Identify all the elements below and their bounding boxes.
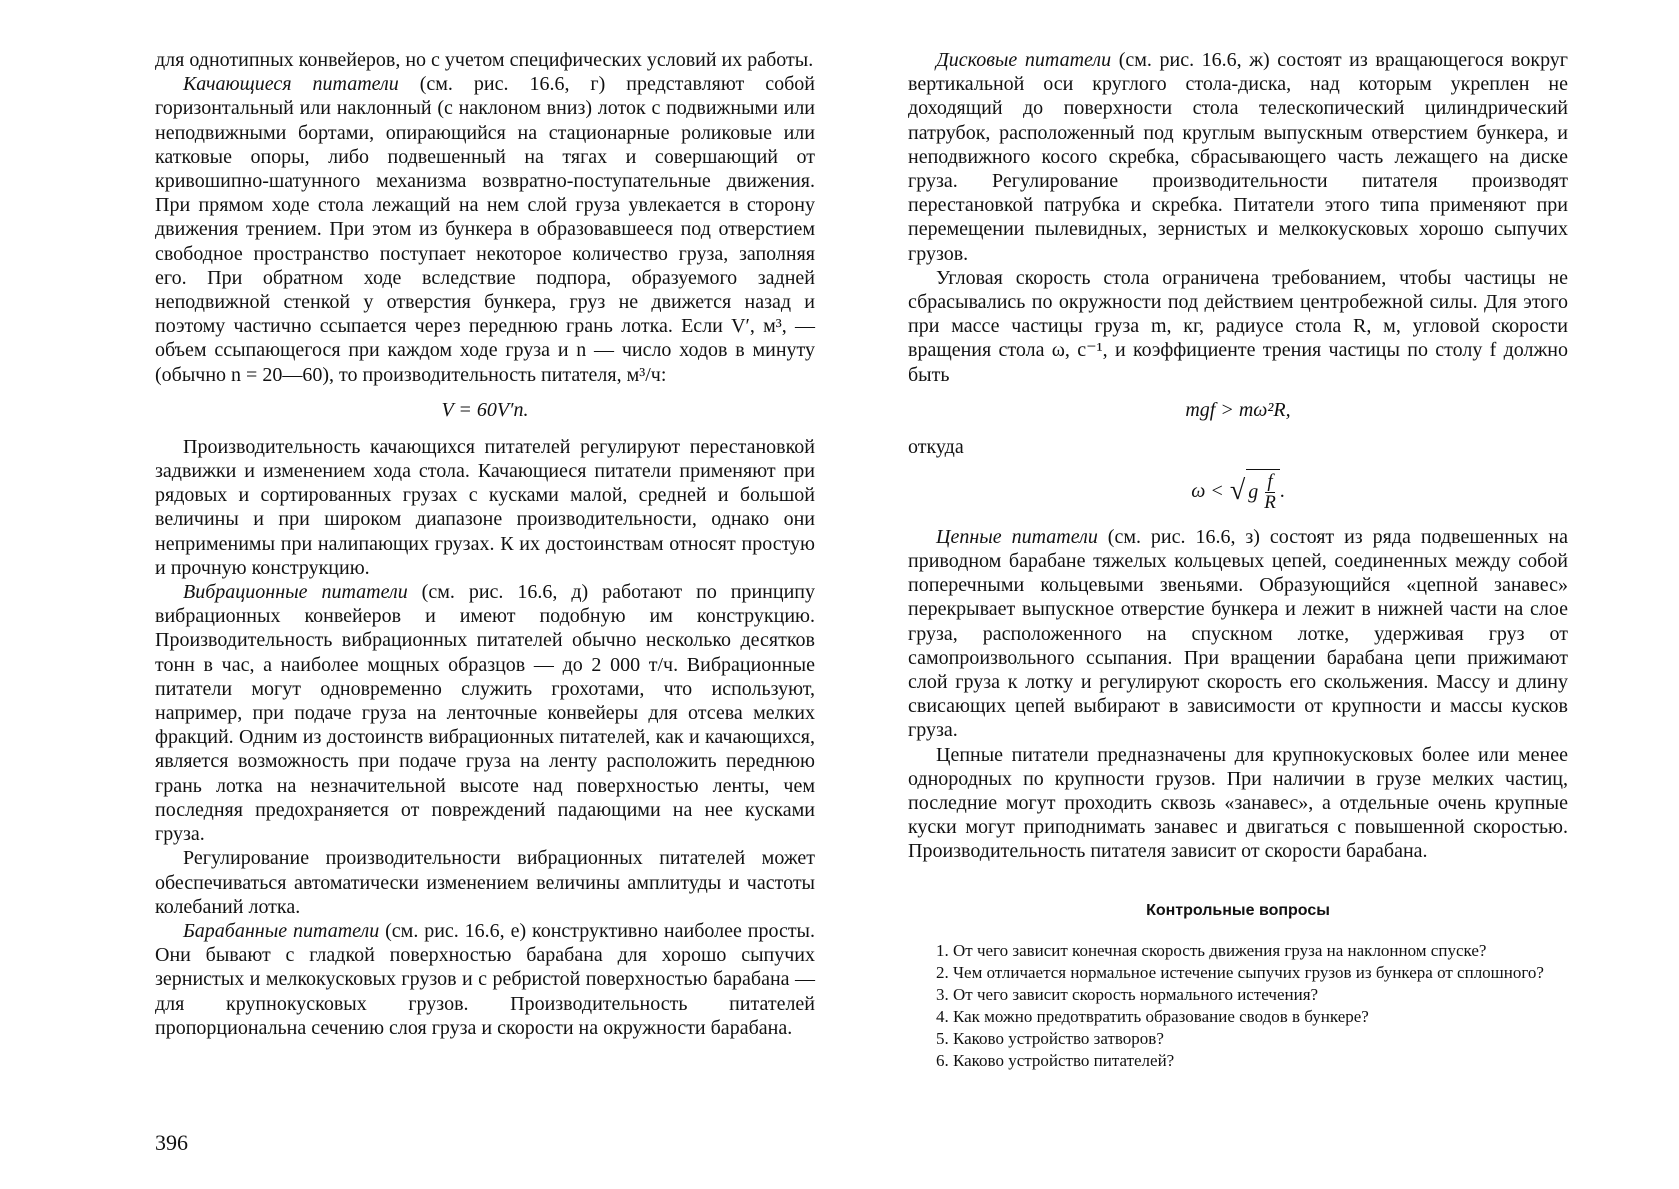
paragraph-drum-feeders bbox=[155, 919, 815, 1040]
fraction-denominator: R bbox=[1264, 491, 1276, 513]
paragraph-vibration-regulation bbox=[155, 846, 815, 919]
question-item: 1. От чего зависит конечная скорость движения груза на наклонном спуске? bbox=[936, 940, 1487, 960]
term-chain-feeders: Цепные питатели bbox=[936, 525, 1098, 548]
question-item: 6. Каково устройство питателей? bbox=[936, 1050, 1175, 1070]
question-item: 4. Как можно предотвратить образование сводов в бункере? bbox=[936, 1006, 1369, 1026]
question-item: 5. Каково устройство затворов? bbox=[936, 1028, 1164, 1048]
paragraph-swinging-feeders bbox=[155, 72, 815, 387]
paragraph-disk-feeders bbox=[908, 48, 1568, 266]
question-item: 3. От чего зависит скорость нормального истечения? bbox=[936, 984, 1319, 1004]
term-disk-feeders: Дисковые питатели bbox=[936, 49, 1112, 71]
sqrt-body bbox=[1246, 469, 1280, 513]
paragraph-intro bbox=[155, 48, 815, 72]
fraction bbox=[1262, 472, 1278, 513]
omega-expression bbox=[1191, 469, 1285, 513]
paragraph-text: Угловая скорость стола ограничена требованием, чтобы частицы не сбрасывались по окружности под действием центробежной силы. Для этого при массе частицы груза m, кг, радиусе стола R, м, угловой скорости вращения стола ω, с⁻¹, и коэффициенте трения частицы по столу f должно быть bbox=[908, 266, 1568, 386]
term-drum-feeders: Барабанные питатели bbox=[183, 919, 380, 942]
formula-omega-limit bbox=[908, 469, 1568, 513]
formula-inequality: mgf > mω²R, bbox=[1185, 398, 1291, 421]
paragraph-chain-purpose bbox=[908, 743, 1568, 864]
term-vibration-feeders: Вибрационные питатели bbox=[183, 581, 408, 604]
questions-list bbox=[908, 940, 1568, 1072]
right-column bbox=[908, 48, 1568, 1072]
page-number: 396 bbox=[155, 1130, 188, 1155]
paragraph-text: (см. рис. 16.6, г) представляют собой горизонтальный или наклонный (с наклоном вниз) лоток с подвижными или неподвижными бортами, опирающийся на стационарные роликовые или катковые опоры, либо подвешенный на тягах и совершающий от кривошипно-шатунного механизма возвратно-поступательные движения. При прямом ходе стола лежащий на нем слой груза увлекается в сторону движения трением. При этом из бункера в образовавшееся под отверстием свободное пространство поступает некоторое количество груза, заполняя его. При обратном ходе вследствие подпора, образуемого задней неподвижной стенкой у отверстия бункера, груз не движется назад и поэтому частично ссыпается через переднюю грань лотка. Если V′, м³, — объем ссыпающегося при каждом ходе груза и n — число ходов в минуту (обычно n = 20—60), то производительность питателя, м³/ч: bbox=[155, 73, 815, 386]
paragraph-text: для однотипных конвейеров, но с учетом специфических условий их работы. bbox=[155, 49, 814, 71]
paragraph-text: Цепные питатели предназначены для крупнокусковых более или менее однородных по крупности грузов. При наличии в грузе мелких частиц, последние могут проходить сквозь «занавес», а отдельные очень крупные куски могут приподнимать занавес и двигаться с повышенной скоростью. Производительность питателя зависит от скорости барабана. bbox=[908, 743, 1568, 863]
paragraph-text: (см. рис. 16.6, д) работают по принципу вибрационных конвейеров и имеют подобную им конструкцию. Производительность вибрационных питателей обычно несколько десятков тонн в час, а наиболее мощных образцов — до 2 000 т/ч. Вибрационные питатели могут одновременно служить грохотами, что используют, например, при подаче груза на ленточные конвейеры для отсева мелких фракций. Одним из достоинств вибрационных питателей, как и качающихся, является возможность при подаче груза на ленту расположить переднюю грань лотка на незначительной высоте над поверхностью ленты, чем последняя предохраняется от повреждений падающими на нее кусками груза. bbox=[155, 581, 815, 846]
paragraph-swinging-regulation bbox=[155, 435, 815, 580]
questions-heading: Контрольные вопросы bbox=[1146, 901, 1330, 919]
g-symbol: g bbox=[1248, 481, 1259, 504]
paragraph-text: (см. рис. 16.6, е) конструктивно наиболее просты. Они бывают с гладкой поверхностью барабана для хорошо сыпучих зернистых и мелкокусковых грузов и с ребристой поверхностью барабана — для крупнокусковых грузов. Производительность питателей пропорциональна сечению слоя груза и скорости на окружности барабана. bbox=[155, 919, 815, 1039]
formula-period: . bbox=[1279, 479, 1285, 502]
paragraph-text: (см. рис. 16.6, з) состоят из ряда подвешенных на приводном барабане тяжелых кольцевых цепей, соединенных между собой поперечными кольцевыми звеньями. Образующийся «цепной занавес» перекрывает выпускное отверстие бункера и лежит в нижней части на слое груза, расположенного на спускном лотке, удерживая груз от самопроизвольного ссыпания. При вращении барабана цепи прижимают слой груза к лотку и регулируют скорость его скольжения. Массу и длину свисающих цепей выбирают в зависимости от крупности и массы кусков груза. bbox=[908, 525, 1568, 742]
term-swinging-feeders: Качающиеся питатели bbox=[183, 73, 399, 96]
word-otkuda: откуда bbox=[908, 435, 964, 458]
paragraph-text: (см. рис. 16.6, ж) состоят из вращающегося вокруг вертикальной оси круглого стола-диска, над которым укреплен не доходящий до поверхности стола телескопический цилиндрический патрубок, расположенный под круглым выпускным отверстием бункера, и неподвижного косого скребка, сбрасывающего часть лежащего на диске груза. Регулирование производительности питателя производят перестановкой патрубка и скребка. Питатели этого типа применяют при перемещении пылевидных, зернистых и мелкокусковых хорошо сыпучих грузов. bbox=[908, 49, 1569, 265]
formula-productivity: V = 60V′n. bbox=[441, 398, 529, 421]
paragraph-text: Регулирование производительности вибрационных питателей может обеспечиваться автоматически изменением величины амплитуды и частоты колебаний лотка. bbox=[155, 847, 815, 918]
paragraph-chain-feeders bbox=[908, 525, 1568, 743]
paragraph-angular-speed bbox=[908, 266, 1568, 387]
sqrt-sign-icon: √ bbox=[1229, 474, 1246, 506]
paragraph-text: Производительность качающихся питателей регулируют перестановкой задвижки и изменением хода стола. Качающиеся питатели применяют при рядовых и сортированных грузах с кусками малой, средней и большой величины и при широком диапазоне производительности, однако они неприменимы при налипающих грузах. К их достоинствам относят простую и прочную конструкцию. bbox=[155, 435, 815, 579]
fraction-numerator: f bbox=[1267, 470, 1273, 492]
question-item: 2. Чем отличается нормальное истечение сыпучих грузов из бункера от сплошного? bbox=[936, 962, 1544, 982]
omega-lhs: ω < bbox=[1191, 479, 1224, 502]
left-column bbox=[155, 48, 815, 1040]
paragraph-vibration-feeders bbox=[155, 580, 815, 846]
